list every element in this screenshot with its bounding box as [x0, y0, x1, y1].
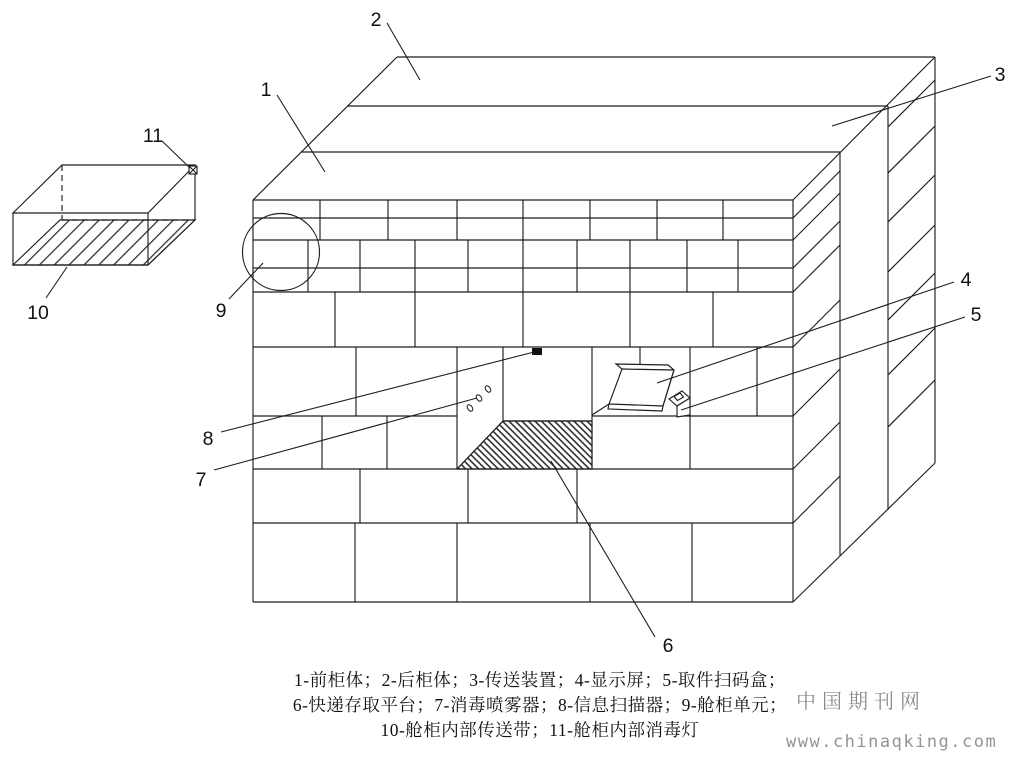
leader-6 — [551, 461, 655, 637]
parcel-platform-hatch — [457, 421, 592, 469]
leader-10 — [46, 267, 67, 298]
leader-lines — [46, 23, 991, 637]
watermark-site-url: www.chinaqking.com — [786, 732, 998, 752]
leader-4 — [657, 282, 954, 383]
figure-label-4: 4 — [960, 269, 972, 291]
figure-label-9: 9 — [215, 300, 227, 322]
internal-conveyor-hatch — [13, 220, 195, 265]
cabinet-unit-detail — [13, 165, 197, 265]
main-cabinet — [13, 23, 991, 637]
figure-label-3: 3 — [994, 64, 1006, 86]
spray-droplets — [466, 385, 492, 413]
leader-3 — [832, 76, 991, 126]
access-recess — [457, 347, 592, 469]
figure-label-6: 6 — [662, 635, 674, 657]
leader-5 — [681, 317, 965, 410]
figure-label-10: 10 — [27, 302, 49, 324]
watermark-site-name: 中国期刊网 — [796, 691, 926, 713]
caption-line-2: 6-快递存取平台；7-消毒喷雾器；8-信息扫描器；9-舱柜单元； — [292, 695, 788, 715]
leader-1 — [277, 95, 325, 172]
leader-2 — [387, 23, 420, 80]
figure-label-1: 1 — [260, 79, 272, 101]
display-screen — [592, 364, 674, 415]
figure-label-7: 7 — [195, 469, 207, 491]
figure-label-5: 5 — [970, 304, 982, 326]
front-face-grid — [253, 200, 793, 602]
caption-line-3: 10-舱柜内部传送带；11-舱柜内部消毒灯 — [380, 720, 700, 740]
scan-box — [669, 391, 690, 417]
caption-line-1: 1-前柜体；2-后柜体；3-传送装置；4-显示屏；5-取件扫码盒； — [294, 670, 786, 690]
figure-label-8: 8 — [202, 428, 214, 450]
leader-11 — [162, 141, 190, 168]
figure-label-2: 2 — [370, 9, 382, 31]
info-scanner-mark — [532, 348, 542, 355]
figure-label-11: 11 — [142, 125, 164, 147]
